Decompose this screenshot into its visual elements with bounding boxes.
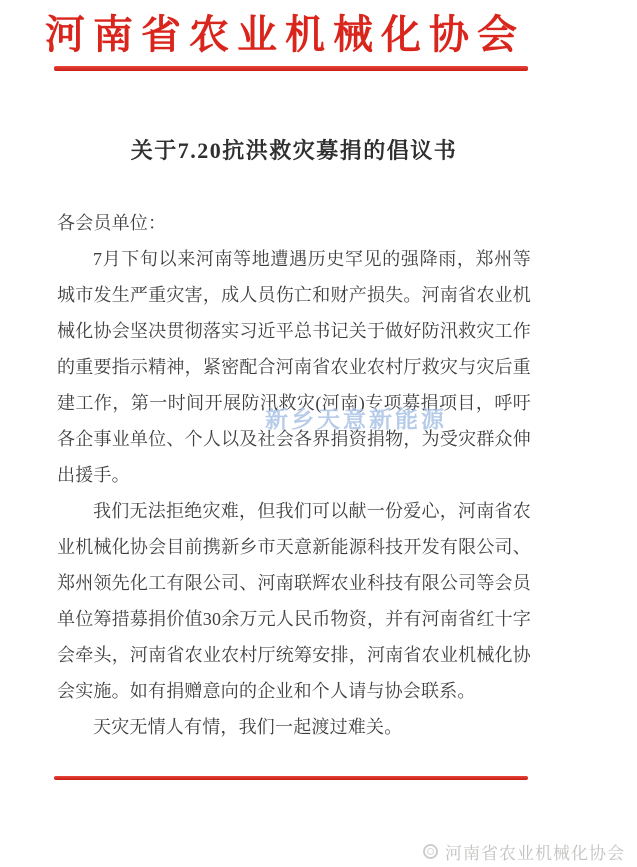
letterhead-org-name: 河南省农业机械化协会 xyxy=(45,12,525,57)
paragraph: 天灾无情人有情，我们一起渡过难关。 xyxy=(93,717,403,737)
footer-brand-label: 河南省农业机械化协会 xyxy=(445,844,625,863)
salutation: 各会员单位： xyxy=(57,213,167,233)
footer-divider-rule xyxy=(54,776,528,780)
footer-brand xyxy=(423,839,625,864)
paragraph: 我们无法拒绝灾难，但我们可以献一份爱心，河南省农业机械化协会目前携新乡市天意新能源科技开发有限公司、郑州领先化工有限公司、河南联辉农业科技有限公司等会员单位筹措募捐价值30余万元人民币物资，并有河南省红十字会牵头，河南省农业农村厅统筹安排，河南省农业机械化协会实施。如有捐赠意向的企业和个人请与协会联系。 xyxy=(57,501,531,701)
watermark-text: 新乡天意新能源 xyxy=(265,406,447,432)
letterhead-divider-rule xyxy=(54,66,528,71)
document-title: 关于7.20抗洪救灾募捐的倡议书 xyxy=(130,138,458,163)
paragraph: 7月下旬以来河南等地遭遇历史罕见的强降雨，郑州等城市发生严重灾害，成人员伤亡和财产损失。河南省农业机械化协会坚决贯彻落实习近平总书记关于做好防汛救灾工作的重要指示精神，紧密配合河南省农业农村厅救灾与灾后重建工作，第一时间开展防汛救灾(河南)专项募捐项目，呼吁各企事业单位、个人以及社会各界捐资捐物，为受灾群众伸出援手。 xyxy=(57,249,531,485)
association-logo-icon xyxy=(423,844,438,859)
document-body xyxy=(57,205,531,745)
